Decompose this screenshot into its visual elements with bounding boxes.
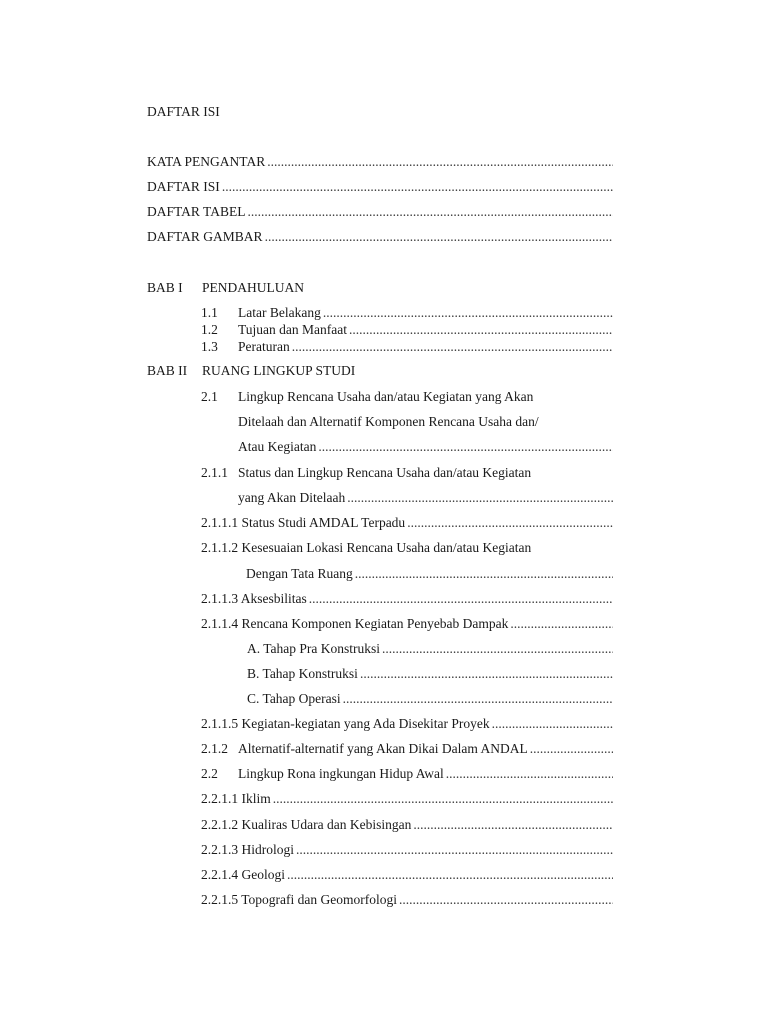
toc-title: DAFTAR ISI [147, 104, 220, 119]
toc-entry-1-1: 1.1 Latar Belakang ..... [201, 305, 613, 323]
toc-entry-2-2-1-2: 2.2.1.2 Kualiras Udara dan Kebisingan ..... [201, 817, 613, 835]
toc-entry-2-1-1-1: 2.1.1.1 Status Studi AMDAL Terpadu ..... [201, 515, 613, 533]
toc-entry-tahap-pra-konstruksi: A. Tahap Pra Konstruksi ..... [247, 641, 613, 659]
toc-entry-2-1-line2: Ditelaah dan Alternatif Komponen Rencana Usaha dan/ [238, 414, 539, 429]
toc-entry-2-2: 2.2 Lingkup Rona ingkungan Hidup Awal ..... [201, 766, 613, 784]
chapter-heading-2: BAB II RUANG LINGKUP STUDI [147, 363, 356, 378]
toc-entry-tahap-konstruksi: B. Tahap Konstruksi ..... [247, 666, 613, 684]
toc-entry-2-1-2: 2.1.2 Alternatif-alternatif yang Akan Dikai Dalam ANDAL ..... [201, 741, 613, 759]
toc-entry-2-1-1-line2: yang Akan Ditelaah ..... [238, 490, 613, 508]
toc-entry-2-1-1-line1: 2.1.1 Status dan Lingkup Rencana Usaha dan/atau Kegiatan [201, 465, 532, 480]
toc-entry-2-2-1-1: 2.2.1.1 Iklim ..... [201, 791, 613, 809]
toc-entry-2-1-line3: Atau Kegiatan ..... [238, 439, 613, 457]
toc-entry-2-1-1-5: 2.1.1.5 Kegiatan-kegiatan yang Ada Disekitar Proyek ..... [201, 716, 613, 734]
toc-entry-tahap-operasi: C. Tahap Operasi ..... [247, 691, 613, 709]
toc-entry-2-2-1-5: 2.2.1.5 Topografi dan Geomorfologi ..... [201, 892, 613, 910]
chapter-heading-1: BAB I PENDAHULUAN [147, 280, 304, 295]
toc-entry-daftar-isi: DAFTAR ISI ..... [147, 179, 613, 197]
toc-entry-1-2: 1.2 Tujuan dan Manfaat ..... [201, 322, 613, 340]
toc-entry-2-1-1-2-line2: Dengan Tata Ruang ..... [246, 566, 613, 584]
toc-entry-2-1-1-3: 2.1.1.3 Aksesbilitas ..... [201, 591, 613, 609]
toc-entry-kata-pengantar: KATA PENGANTAR ..... [147, 154, 613, 172]
toc-entry-2-1-line1: 2.1 Lingkup Rencana Usaha dan/atau Kegiatan yang Akan [201, 389, 534, 404]
toc-entry-2-2-1-4: 2.2.1.4 Geologi ..... [201, 867, 613, 885]
toc-entry-2-2-1-3: 2.2.1.3 Hidrologi ..... [201, 842, 613, 860]
toc-entry-1-3: 1.3 Peraturan ..... [201, 339, 613, 357]
toc-entry-2-1-1-4: 2.1.1.4 Rencana Komponen Kegiatan Penyebab Dampak ..... [201, 616, 613, 634]
toc-entry-daftar-tabel: DAFTAR TABEL ..... [147, 204, 613, 222]
toc-entry-daftar-gambar: DAFTAR GAMBAR ..... [147, 229, 613, 247]
toc-entry-2-1-1-2-line1: 2.1.1.2 Kesesuaian Lokasi Rencana Usaha dan/atau Kegiatan [201, 540, 532, 555]
